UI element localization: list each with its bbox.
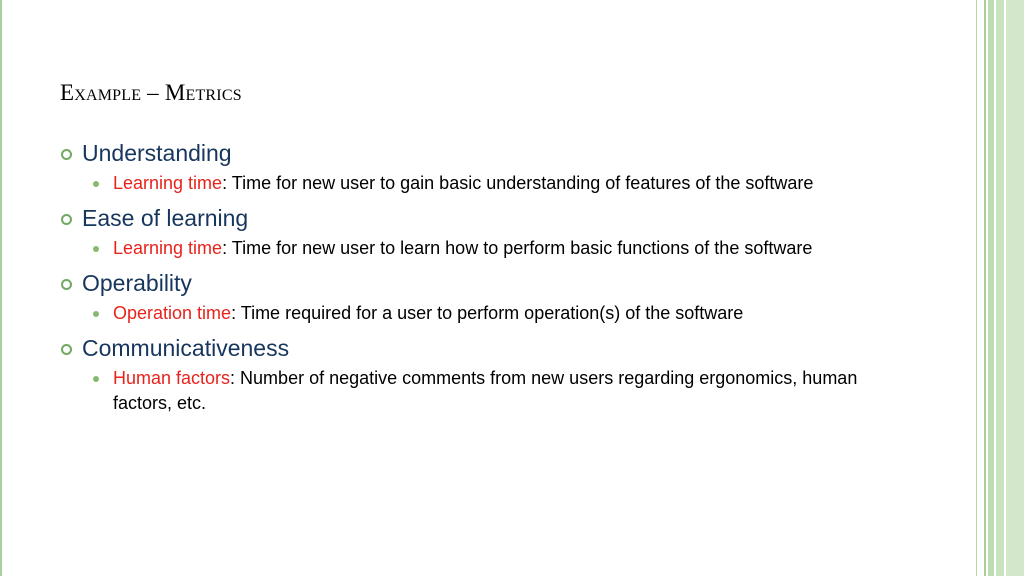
list-item — [60, 268, 900, 326]
ring-bullet-icon — [61, 214, 72, 225]
stripe — [984, 0, 986, 576]
item-heading-text: Communicativeness — [82, 335, 290, 361]
slide-title: Example – Metrics — [60, 80, 242, 105]
metric-term: Learning time — [113, 173, 223, 193]
metric-description: : Time for new user to learn how to perform basic functions of the software — [222, 238, 813, 258]
metric-term: Operation time — [113, 303, 232, 323]
item-heading — [60, 333, 900, 363]
stripe — [1006, 0, 1024, 576]
dot-bullet-icon — [93, 311, 99, 317]
dot-bullet-icon — [93, 376, 99, 382]
item-heading — [60, 138, 900, 168]
sub-bullet — [91, 366, 883, 416]
stripe — [996, 0, 1004, 576]
stripe — [976, 0, 977, 576]
item-heading — [60, 268, 900, 298]
ring-bullet-icon — [61, 149, 72, 160]
sub-bullet — [91, 171, 883, 196]
right-decorative-stripes — [976, 0, 1024, 576]
item-heading-text: Ease of learning — [82, 205, 249, 231]
ring-bullet-icon — [61, 279, 72, 290]
metric-description: : Time for new user to gain basic understanding of features of the software — [222, 173, 814, 193]
sub-bullet — [91, 236, 883, 261]
left-border-line — [0, 0, 2, 576]
metric-description: : Number of negative comments from new users regarding ergonomics, human factors, etc. — [113, 368, 858, 413]
dot-bullet-icon — [93, 181, 99, 187]
item-heading — [60, 203, 900, 233]
sub-bullet — [91, 301, 883, 326]
bullet-list — [60, 138, 900, 423]
list-item — [60, 138, 900, 196]
item-heading-text: Operability — [82, 270, 192, 296]
ring-bullet-icon — [61, 344, 72, 355]
list-item — [60, 333, 900, 416]
list-item — [60, 203, 900, 261]
dot-bullet-icon — [93, 246, 99, 252]
stripe — [988, 0, 994, 576]
item-heading-text: Understanding — [82, 140, 232, 166]
metric-term: Learning time — [113, 238, 223, 258]
metric-term: Human factors — [113, 368, 231, 388]
metric-description: : Time required for a user to perform operation(s) of the software — [231, 303, 744, 323]
